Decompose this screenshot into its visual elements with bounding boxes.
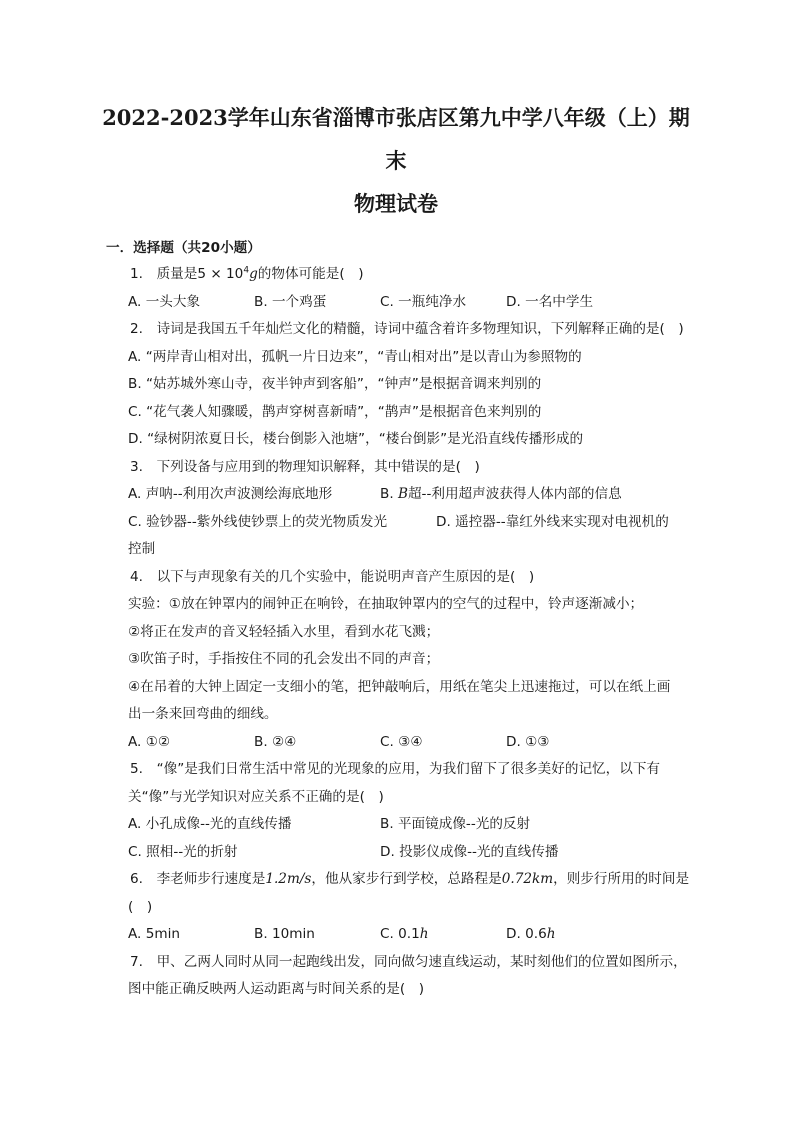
q5-option-c[interactable]: C. 照相--光的折射 bbox=[128, 843, 238, 860]
q4-option-b[interactable]: B. ②④ bbox=[254, 733, 297, 750]
q3-option-b-prefix: B. bbox=[380, 486, 398, 502]
q5-option-b[interactable]: B. 平面镜成像--光的反射 bbox=[380, 816, 531, 832]
q6-stem-part-2: ，他从家步行到学校，总路程是 bbox=[311, 871, 502, 887]
q2-option-a[interactable]: A. “两岸青山相对出，孤帆一片日边来”，“青山相对出”是以青山为参照物的 bbox=[128, 348, 582, 365]
q6-option-d-value: D. 0.6 bbox=[506, 926, 547, 942]
q4-option-a[interactable]: A. ①② bbox=[128, 733, 171, 750]
q1-stem-part: 1. 质量是5 × 10 bbox=[130, 266, 244, 282]
q3-option-b[interactable] bbox=[380, 486, 622, 502]
q3-option-c[interactable]: C. 验钞器--紫外线使钞票上的荧光物质发光 bbox=[128, 513, 388, 530]
q4-option-d[interactable]: D. ①③ bbox=[506, 733, 550, 750]
q4-experiment-2: ②将正在发声的音叉轻轻插入水里，看到水花飞溅； bbox=[128, 623, 440, 640]
q2-option-d[interactable]: D. “绿树阴浓夏日长，楼台倒影入池塘”，“楼台倒影”是光沿直线传播形成的 bbox=[128, 431, 584, 447]
q6-option-d[interactable] bbox=[506, 921, 632, 949]
title-line-1: 2022-2023学年山东省淄博市张店区第九中学八年级（上）期末 bbox=[102, 105, 690, 173]
q5-options-row-2 bbox=[128, 839, 698, 867]
question-6-stem-continuation: ( ) bbox=[128, 898, 153, 915]
q6-speed: 1.2m/s bbox=[265, 871, 312, 887]
q4-experiment-3: ③吹笛子时，手指按住不同的孔会发出不同的声音； bbox=[128, 651, 440, 667]
q6-option-a[interactable]: A. 5min bbox=[128, 926, 180, 942]
q5-option-d[interactable]: D. 投影仪成像--光的直线传播 bbox=[380, 843, 559, 860]
q5-options-row-1 bbox=[128, 811, 698, 839]
q3-options-row-2 bbox=[128, 509, 698, 537]
q4-experiment-4: ④在吊着的大钟上固定一支细小的笔，把钟敲响后，用纸在笔尖上迅速拖过，可以在纸上画 bbox=[128, 678, 671, 695]
question-5-stem: 5. “像”是我们日常生活中常见的光现象的应用，为我们留下了很多美好的记忆，以下有 bbox=[130, 761, 661, 777]
question-1-options bbox=[128, 289, 698, 317]
q6-option-c-value: C. 0.1 bbox=[380, 926, 420, 942]
question-2-stem: 2. 诗词是我国五千年灿烂文化的精髓，诗词中蕴含着许多物理知识，下列解释正确的是( ) bbox=[130, 321, 684, 337]
q6-stem-part-3: ，则步行所用的时间是 bbox=[553, 871, 690, 887]
q1-option-d[interactable]: D. 一名中学生 bbox=[506, 293, 594, 310]
section-heading: 一．选择题（共20小题） bbox=[106, 240, 261, 256]
q1-option-a[interactable]: A. 一头大象 bbox=[128, 293, 201, 310]
question-6-options bbox=[128, 921, 698, 949]
question-4-options bbox=[128, 729, 698, 757]
title-line-2: 物理试卷 bbox=[354, 191, 438, 216]
q6-option-d-unit: h bbox=[546, 926, 556, 942]
q4-option-c[interactable]: C. ③④ bbox=[380, 733, 423, 750]
q1-exponent: 4 bbox=[243, 265, 250, 276]
q1-stem-tail: 的物体可能是( ) bbox=[257, 266, 364, 282]
q1-option-c[interactable]: C. 一瓶纯净水 bbox=[380, 293, 467, 310]
q3-options-row-1 bbox=[128, 481, 698, 509]
q3-option-b-letter: B bbox=[397, 486, 408, 502]
q6-option-c[interactable] bbox=[380, 921, 506, 949]
question-4-stem: 4. 以下与声现象有关的几个实验中，能说明声音产生原因的是( ) bbox=[130, 568, 535, 585]
q3-option-d-continuation: 控制 bbox=[128, 541, 156, 557]
question-7-stem: 7. 甲、乙两人同时从同一起跑线出发，同向做匀速直线运动，某时刻他们的位置如图所示， bbox=[130, 953, 687, 970]
q3-option-a[interactable]: A. 声呐--利用次声波测绘海底地形 bbox=[128, 486, 333, 502]
q4-experiment-4-continuation: 出一条来回弯曲的细线。 bbox=[128, 706, 278, 722]
q3-option-b-text: 超--利用超声波获得人体内部的信息 bbox=[407, 486, 622, 502]
q2-option-c[interactable]: C. “花气袭人知骤暖，鹊声穿树喜新晴”，“鹊声”是根据音色来判别的 bbox=[128, 403, 542, 420]
question-5-stem-continuation: 关“像”与光学知识对应关系不正确的是( ) bbox=[128, 788, 384, 805]
q5-option-a[interactable]: A. 小孔成像--光的直线传播 bbox=[128, 816, 292, 832]
q6-distance: 0.72km bbox=[501, 871, 554, 887]
q6-option-b[interactable]: B. 10min bbox=[254, 926, 315, 942]
q2-option-b[interactable]: B. “姑苏城外寒山寺，夜半钟声到客船”，“钟声”是根据音调来判别的 bbox=[128, 376, 542, 392]
q3-option-d[interactable]: D. 遥控器--靠红外线来实现对电视机的 bbox=[436, 513, 669, 530]
question-1-stem bbox=[130, 261, 698, 289]
exam-title bbox=[96, 96, 696, 225]
question-7-stem-continuation: 图中能正确反映两人运动距离与时间关系的是( ) bbox=[128, 981, 425, 997]
q1-unit: g bbox=[249, 266, 258, 282]
q1-option-b[interactable]: B. 一个鸡蛋 bbox=[254, 293, 327, 310]
q6-option-c-unit: h bbox=[419, 926, 429, 942]
q4-experiment-1: 实验：①放在钟罩内的闹钟正在响铃，在抽取钟罩内的空气的过程中，铃声逐渐减小； bbox=[128, 596, 644, 612]
q6-stem-part-1: 6. 李老师步行速度是 bbox=[130, 871, 266, 887]
question-6-stem bbox=[130, 866, 698, 894]
question-3-stem: 3. 下列设备与应用到的物理知识解释，其中错误的是( ) bbox=[130, 458, 480, 475]
